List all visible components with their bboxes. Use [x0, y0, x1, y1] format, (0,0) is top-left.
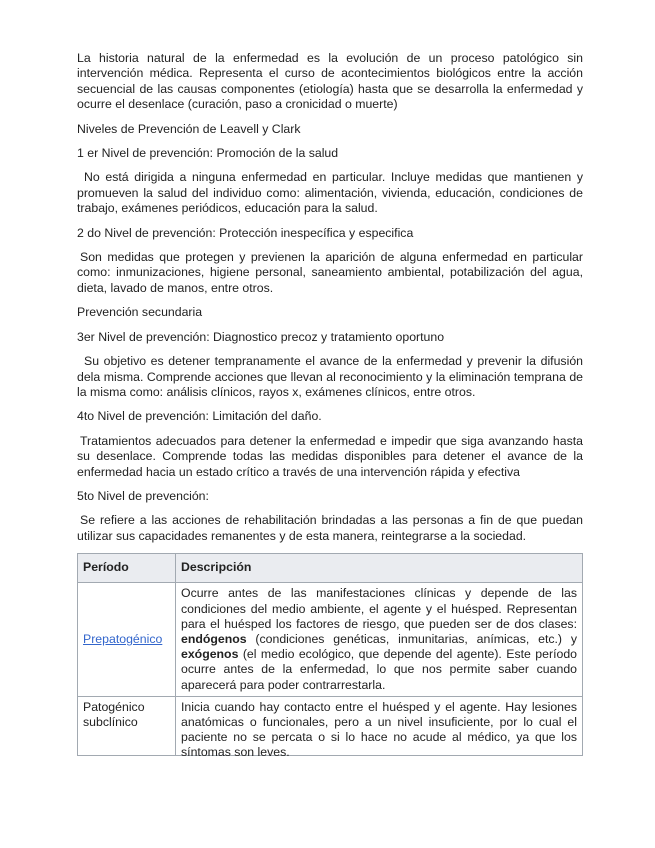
periods-table	[77, 553, 583, 760]
description-cell	[176, 583, 583, 696]
level4-body: Tratamientos adecuados para detener la enfermedad e impedir que siga avanzando hasta su desenlace. Comprende todas las medidas disponibles para detener el avance de la enfermedad hacia un estado crítico a través de una intervención rápida y efectiva	[77, 433, 583, 479]
header-period: Período	[78, 554, 176, 583]
document-content	[77, 51, 583, 760]
level3-title: 3er Nivel de prevención: Diagnostico precoz y tratamiento oportuno	[77, 329, 445, 344]
prepatogenico-link[interactable]: Prepatogénico	[83, 631, 163, 646]
level5-body: Se refiere a las acciones de rehabilitación brindadas a las personas a fin de que puedan utilizar sus capacidades remanentes y de esta manera, reintegrarse a la sociedad.	[77, 513, 583, 543]
bold-term-exogenos: exógenos	[181, 647, 239, 662]
period-text: Patogénico subclínico	[83, 699, 145, 729]
period-cell	[78, 696, 176, 755]
level2-title: 2 do Nivel de prevención: Protección inespecífica y especifica	[77, 225, 414, 240]
desc-text: (condiciones genéticas, inmunitarias, anímicas, etc.) y	[246, 631, 577, 646]
level1-title: 1 er Nivel de prevención: Promoción de la salud	[77, 146, 339, 161]
table-row	[78, 583, 583, 696]
level3-body: Su objetivo es detener tempranamente el avance de la enfermedad y prevenir la difusión dela misma. Comprende acciones que llevan al reconocimiento y la eliminación temprana de la misma como: análisis clínicos, rayos x, exámenes clínicos, entre otros.	[77, 354, 583, 399]
level2-body: Son medidas que protegen y previenen la aparición de alguna enfermedad en particular como: inmunizaciones, higiene personal, saneamiento ambiental, potabilización del agua, dieta, lavado de manos, entre otros.	[77, 250, 583, 295]
description-cell	[176, 696, 583, 760]
secondary-title: Prevención secundaria	[77, 305, 203, 320]
level4-title: 4to Nivel de prevención: Limitación del daño.	[77, 409, 322, 424]
level1-body: No está dirigida a ninguna enfermedad en particular. Incluye medidas que mantienen y promueven la salud del individuo como: alimentación, vivienda, educación, condiciones de trabajo, exámenes periódicos, educación para la salud.	[77, 170, 583, 216]
desc-text: Inicia cuando hay contacto entre el huésped y el agente. Hay lesiones anatómicas o funcionales, pero a un nivel insuficiente, por lo cual el paciente no se percata o si lo hace no acude al médico, ya que los síntomas son leves.	[181, 699, 577, 760]
levels-title: Niveles de Prevención de Leavell y Clark	[77, 121, 301, 136]
header-description: Descripción	[176, 554, 583, 583]
desc-text: (el medio ecológico, que depende del agente). Este período ocurre antes de la enfermedad, lo que nos permite saber cuando aparecerá para poder contrarrestarla.	[181, 647, 577, 692]
level5-title: 5to Nivel de prevención:	[77, 488, 209, 503]
period-cell	[78, 583, 176, 696]
intro-paragraph: La historia natural de la enfermedad es la evolución de un proceso patológico sin intervención médica. Representa el curso de acontecimientos biológicos entre la acción secuencial de las causas componentes (etiología) hasta que se desarrolla la enfermedad y ocurre el desenlace (curación, paso a cronicidad o muerte)	[77, 51, 583, 112]
table-header-row	[78, 554, 583, 583]
table-row	[78, 696, 583, 755]
bold-term-endogenos: endógenos	[181, 631, 247, 646]
desc-text: Ocurre antes de las manifestaciones clínicas y depende de las condiciones del medio ambiente, el agente y el huésped. Representan para el huésped los factores de riesgo, que pueden ser de dos clases:	[181, 586, 577, 631]
